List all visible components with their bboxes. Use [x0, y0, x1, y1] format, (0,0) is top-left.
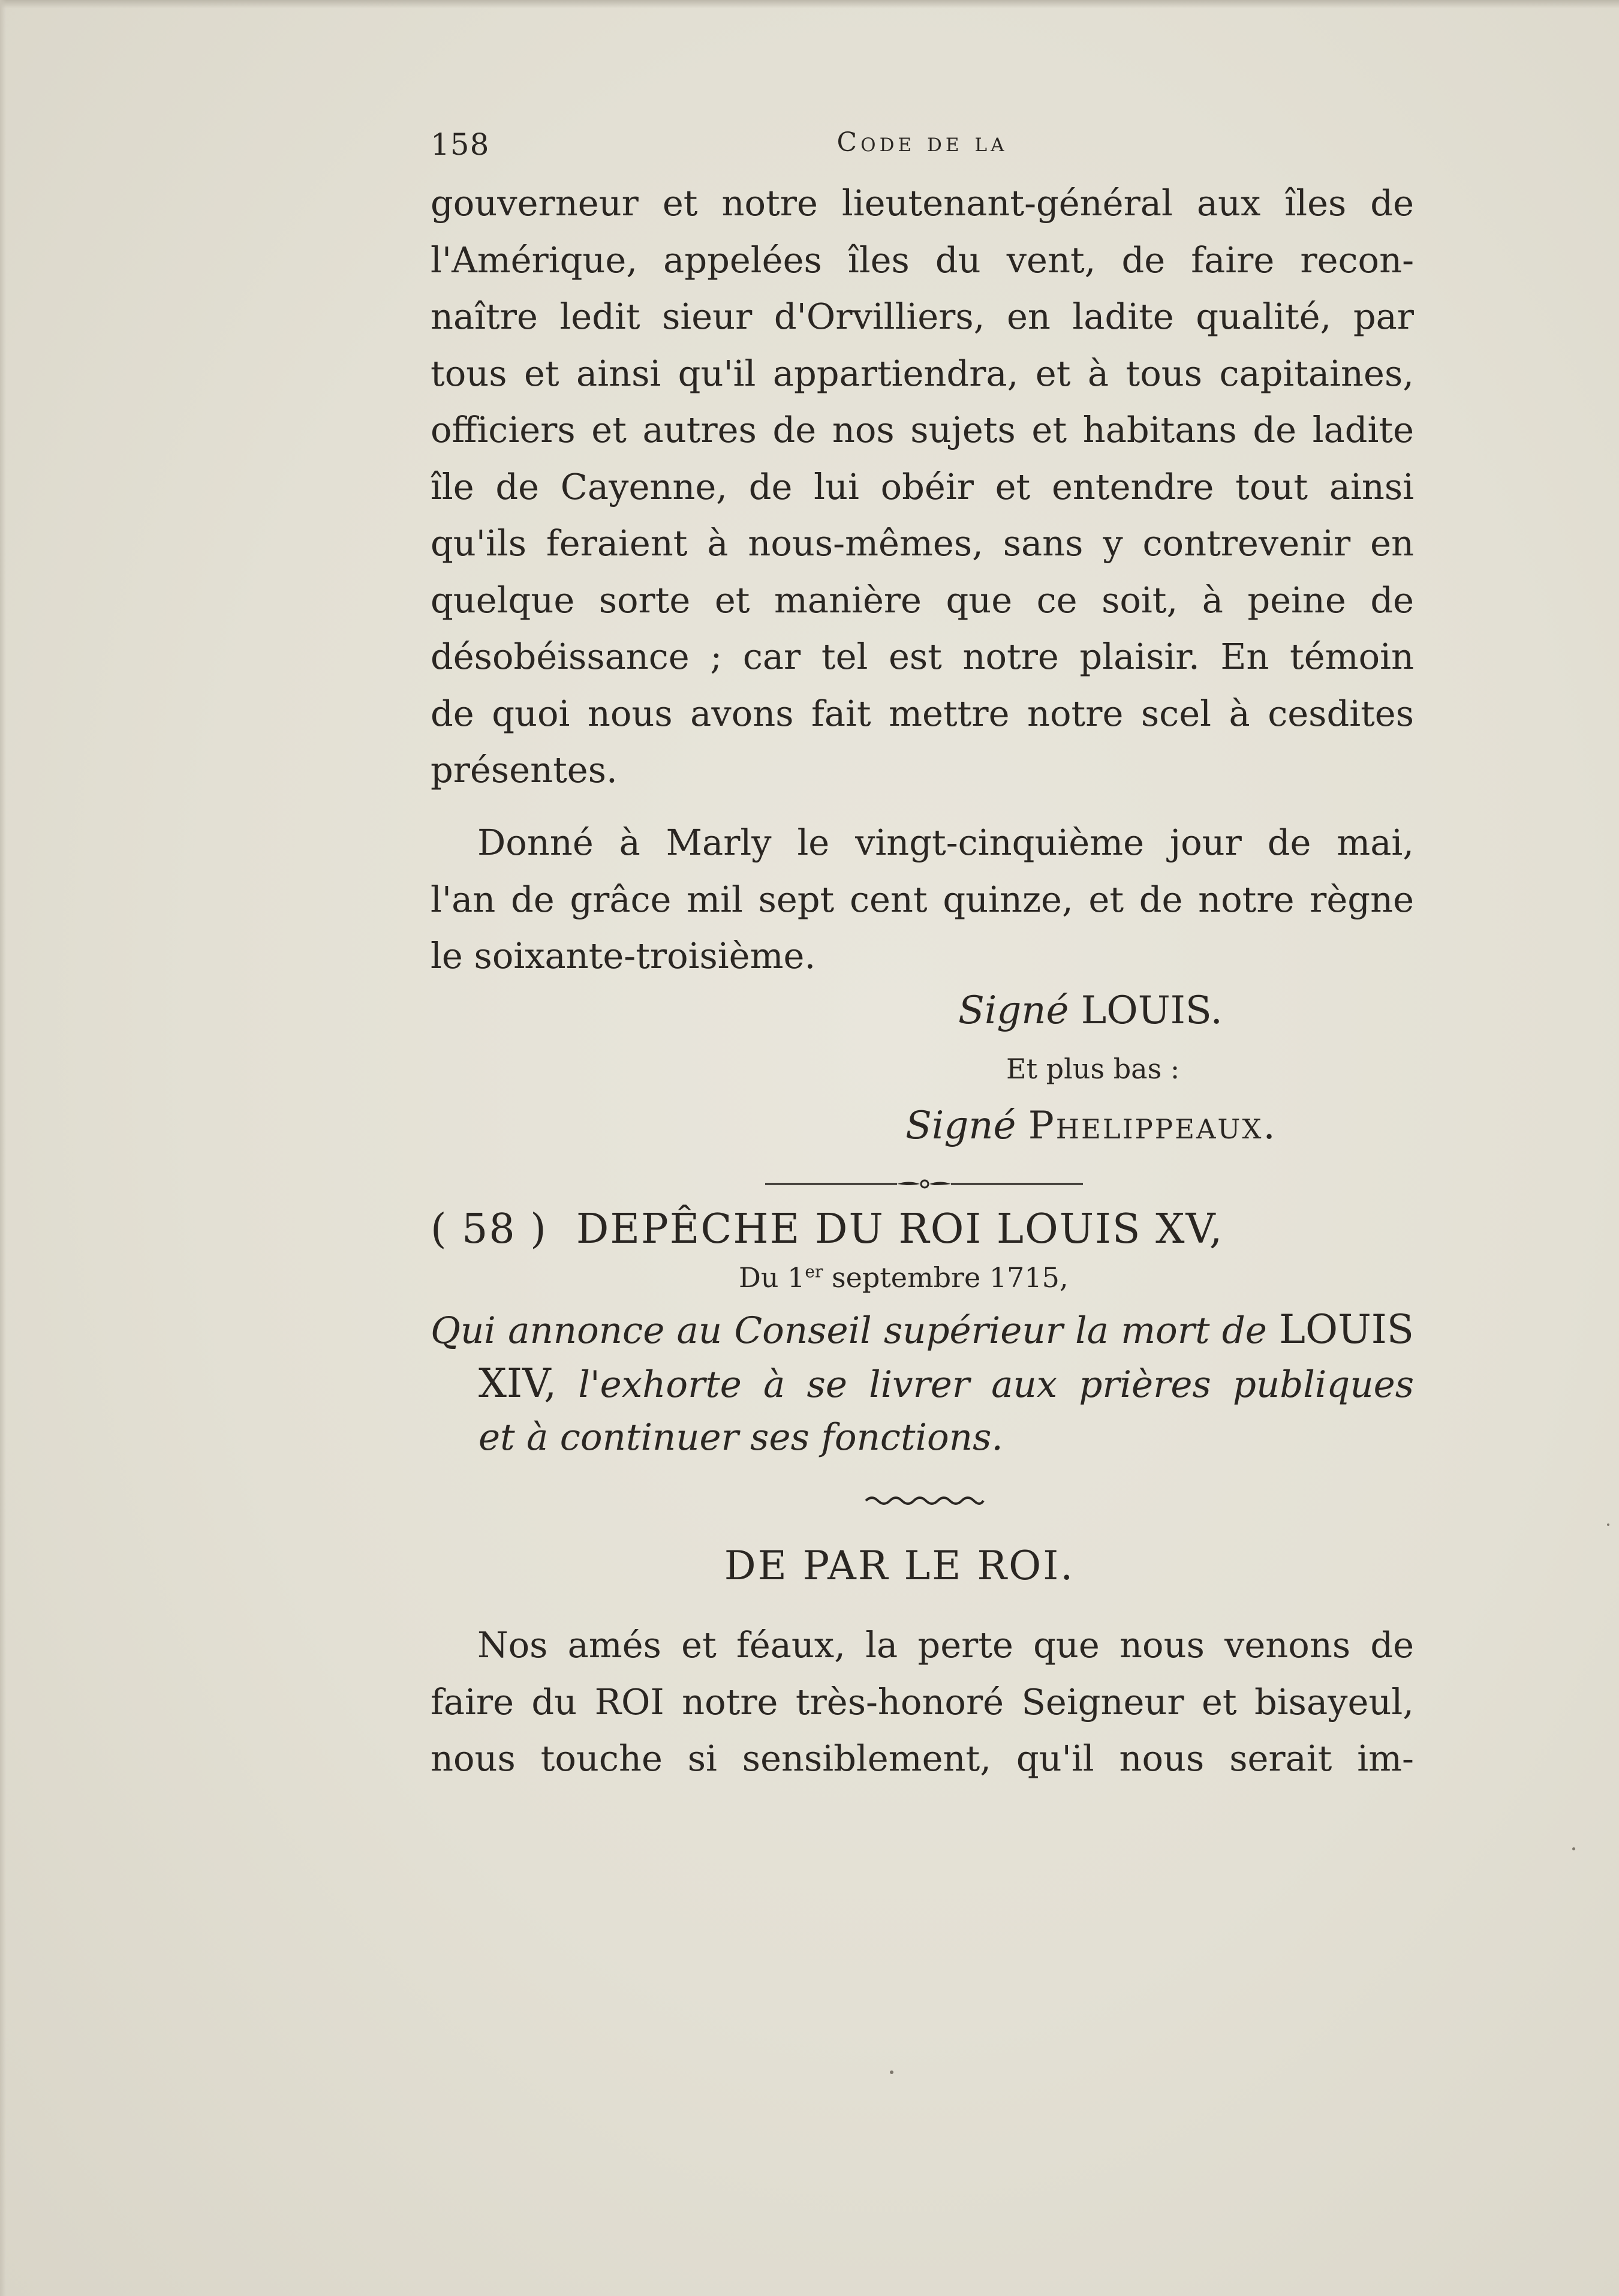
signature-note: Et plus bas : [1006, 1053, 1180, 1085]
section-summary [431, 1303, 1414, 1465]
summary-text: l'exhorte à se livrer aux prières publiques [578, 1363, 1415, 1406]
body-line: quelque sorte et manière que ce soit, à peine de [431, 579, 1414, 621]
section-number: ( 58 ) [431, 1206, 547, 1253]
letter-line: nous touche si sensiblement, qu'il nous serait im- [431, 1738, 1414, 1779]
summary-line [431, 1357, 1414, 1411]
subheading: DE PAR LE ROI. [724, 1543, 1075, 1589]
dating-line: l'an de grâce mil sept cent quinze, et de notre règne [431, 878, 1414, 920]
section-heading [431, 1206, 1414, 1253]
body-paragraph [431, 175, 1414, 799]
body-line: qu'ils feraient à nous-mêmes, sans y contrevenir en [431, 522, 1414, 564]
body-line: île de Cayenne, de lui obéir et entendre tout ainsi [431, 465, 1414, 507]
body-line: gouverneur et notre lieutenant-général aux îles de [431, 182, 1414, 224]
date-ordinal: er [805, 1261, 823, 1282]
body-line: tous et ainsi qu'il appartiendra, et à tous capitaines, [431, 352, 1414, 394]
letter-line: faire du ROI notre très-honoré Seigneur et bisayeul, [431, 1681, 1414, 1723]
date-rest: septembre 1715, [823, 1261, 1069, 1294]
summary-line [431, 1303, 1414, 1357]
running-title: Code de la [836, 127, 1008, 158]
section-date [739, 1261, 1069, 1294]
body-line: présentes. [431, 749, 618, 791]
dating-clause [431, 815, 1414, 985]
summary-text: Qui annonce au Conseil supérieur la mort de [431, 1309, 1267, 1352]
section-title-text: DEPÊCHE DU ROI LOUIS XV, [576, 1206, 1224, 1253]
signature-louis [958, 988, 1223, 1033]
body-line: de quoi nous avons fait mettre notre scel à cesdites [431, 692, 1414, 734]
letter-line: Nos amés et féaux, la perte que nous venons de [477, 1624, 1414, 1666]
wavy-divider [865, 1493, 985, 1508]
dating-line: le soixante-troisième. [431, 935, 816, 976]
body-line: naître ledit sieur d'Orvilliers, en ladite qualité, par [431, 296, 1414, 337]
date-prefix: Du 1 [739, 1261, 805, 1294]
summary-line: et à continuer ses fonctions. [479, 1416, 1003, 1459]
ornamental-rule [765, 1177, 1083, 1191]
page-edge-shadow-left [0, 0, 6, 2296]
body-line: officiers et autres de nos sujets et habitans de ladite [431, 409, 1414, 450]
paper-speck [1572, 1847, 1575, 1850]
letter-paragraph [431, 1617, 1414, 1787]
body-line: désobéissance ; car tel est notre plaisir. En témoin [431, 636, 1414, 677]
paper-speck [890, 2070, 893, 2074]
summary-name: LOUIS [1279, 1306, 1415, 1353]
signature-phelippeaux [905, 1104, 1277, 1148]
summary-name: XIV, [479, 1360, 557, 1407]
dating-line: Donné à Marly le vingt-cinquième jour de mai, [477, 822, 1414, 863]
signature-name: Phelippeaux. [1028, 1104, 1277, 1148]
signature-prefix: Signé [958, 988, 1069, 1033]
signature-name: LOUIS. [1081, 988, 1223, 1033]
paper-speck [1607, 1523, 1609, 1526]
signature-prefix: Signé [905, 1104, 1016, 1148]
page-number: 158 [431, 127, 490, 162]
page-edge-shadow-top [0, 0, 1619, 8]
running-head [431, 127, 1414, 169]
body-line: l'Amérique, appelées îles du vent, de faire recon- [431, 239, 1414, 281]
